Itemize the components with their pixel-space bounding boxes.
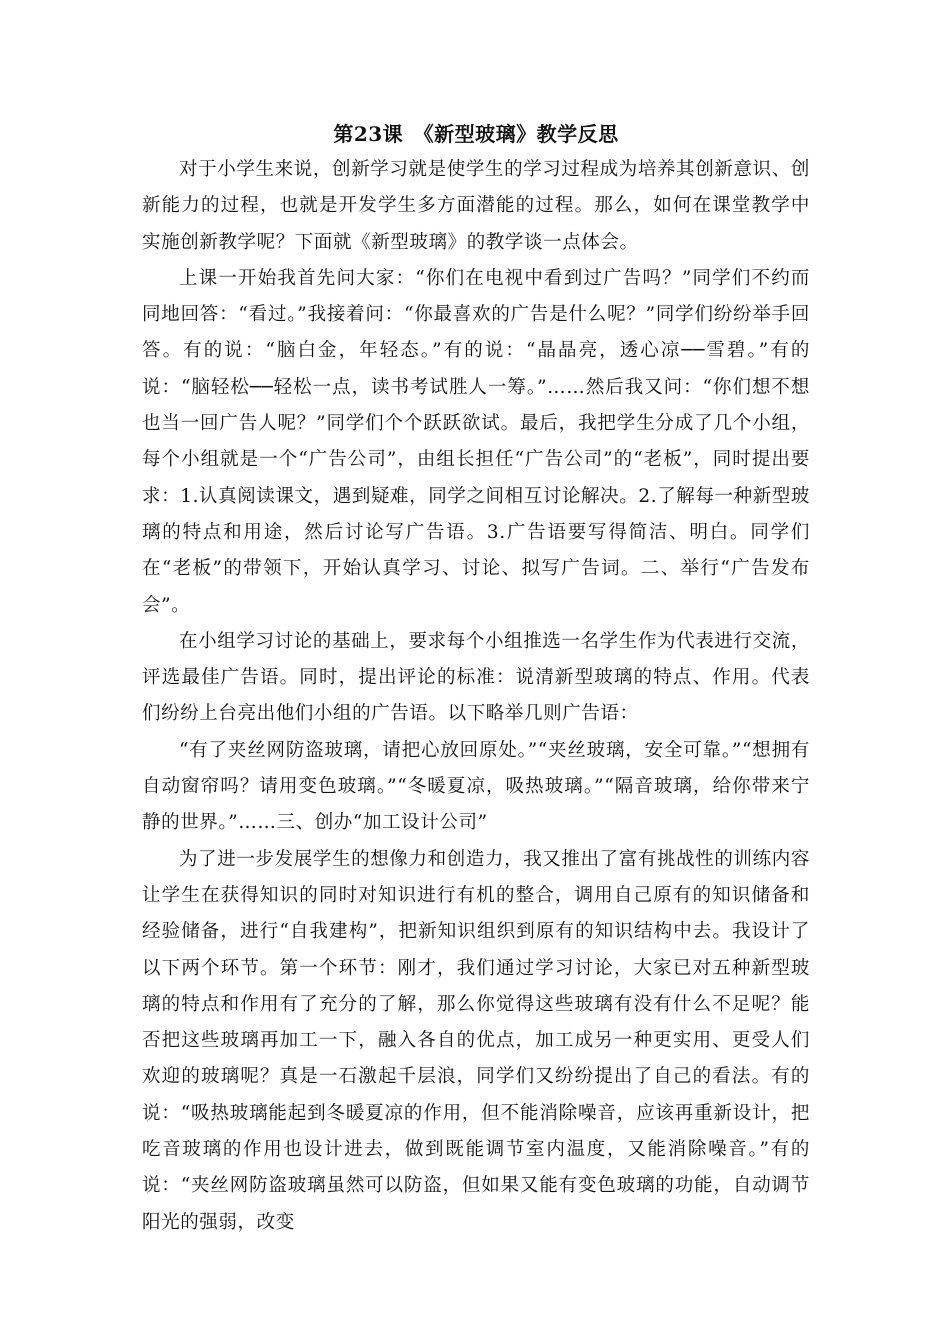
paragraph-slogans: “有了夹丝网防盗玻璃，请把心放回原处。”“夹丝玻璃，安全可靠。”“想拥有自动窗帘吗？请用变色玻璃。”“冬暖夏凉，吸热玻璃。”“隔音玻璃，给你带来宁静的世界。”……三、创办“加工设计公司”: [142, 739, 810, 834]
paragraph-group-discussion: 在小组学习讨论的基础上，要求每个小组推选一名学生作为代表进行交流，评选最佳广告语。同时，提出评论的标准：说清新型玻璃的特点、作用。代表们纷纷上台亮出他们小组的广告语。以下略举几则广告语：: [142, 630, 810, 725]
document-title: 第23课 《新型玻璃》教学反思: [333, 122, 619, 146]
paragraph-advertising-activity: 上课一开始我首先问大家：“你们在电视中看到过广告吗？”同学们不约而同地回答：“看过。”我接着问：“你最喜欢的广告是什么呢？”同学们纷纷举手回答。有的说：“脑白金，年轻态。”有的说：“晶晶亮，透心凉──雪碧。”有的说：“脑轻松──轻松一点，读书考试胜人一筹。”……然后我又问：“你们想不想也当一回广告人呢？”同学们个个跃跃欲试。最后，我把学生分成了几个小组，每个小组就是一个“广告公司”，由组长担任“广告公司”的“老板”，同时提出要求：1.认真阅读课文，遇到疑难，同学之间相互讨论解决。2.了解每一种新型玻璃的特点和用途，然后讨论写广告语。3.广告语要写得简洁、明白。同学们在“老板”的带领下，开始认真学习、讨论、拟写广告词。二、举行“广告发布会”。: [142, 267, 811, 616]
document-page: [142, 116, 810, 1241]
paragraph-design-company: 为了进一步发展学生的想像力和创造力，我又推出了富有挑战性的训练内容让学生在获得知识的同时对知识进行有机的整合，调用自己原有的知识储备和经验储备，进行“自我建构”，把新知识组织到原有的知识结构中去。我设计了以下两个环节。第一个环节：刚才，我们通过学习讨论，大家已对五种新型玻璃的特点和作用有了充分的了解，那么你觉得这些玻璃有没有什么不足呢？能否把这些玻璃再加工一下，融入各自的优点，加工成另一种更实用、更受人们欢迎的玻璃呢？真是一石激起千层浪，同学们又纷纷提出了自己的看法。有的说：“吸热玻璃能起到冬暖夏凉的作用，但不能消除噪音，应该再重新设计，把吃音玻璃的作用也设计进去，做到既能调节室内温度，又能消除噪音。”有的说：“夹丝网防盗玻璃虽然可以防盗，但如果又能有变色玻璃的功能，自动调节阳光的强弱，改变: [142, 848, 810, 1233]
paragraph-intro: 对于小学生来说，创新学习就是使学生的学习过程成为培养其创新意识、创新能力的过程，也就是开发学生多方面潜能的过程。那么，如何在课堂教学中实施创新教学呢？下面就《新型玻璃》的教学谈一点体会。: [142, 159, 810, 253]
